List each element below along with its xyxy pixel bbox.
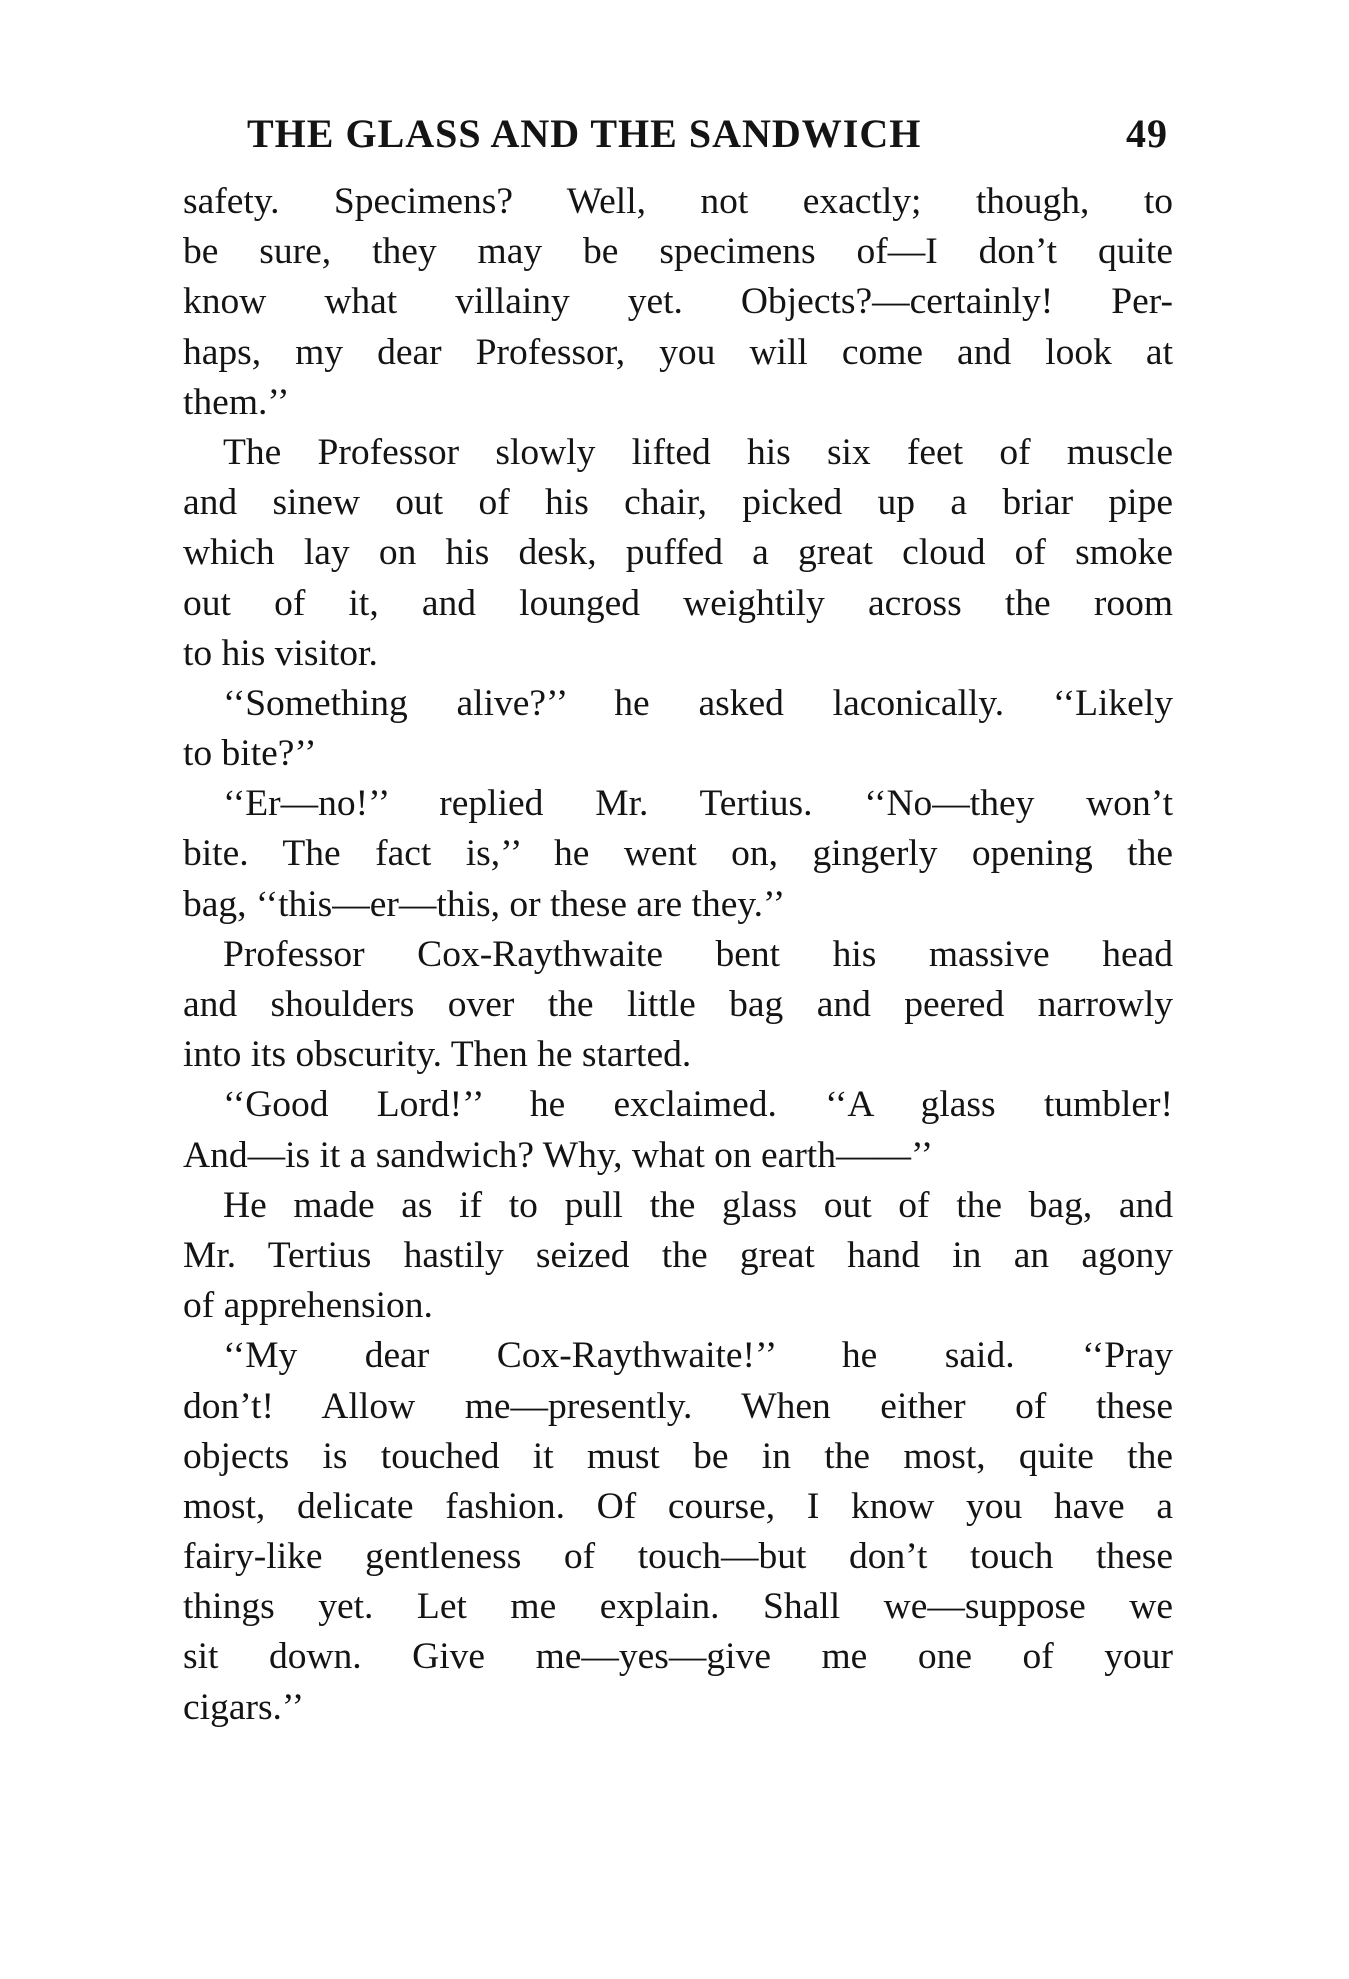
text-line: ‘‘Good Lord!’’ he exclaimed. ‘‘A glass tumbler! — [223, 1084, 1173, 1126]
text-line: sit down. Give me—yes—give me one of your — [183, 1636, 1173, 1678]
paragraph — [183, 930, 1173, 1081]
text-line: into its obscurity. Then he started. — [183, 1034, 692, 1076]
text-line: to his visitor. — [183, 632, 378, 674]
text-line: bag, ‘‘this—er—this, or these are they.’’ — [183, 883, 786, 925]
running-header — [180, 104, 1180, 164]
text-line: know what villainy yet. Objects?—certainly! Per- — [183, 281, 1173, 323]
paragraph — [183, 428, 1173, 679]
paragraph — [183, 1181, 1173, 1332]
text-line: ‘‘Something alive?’’ he asked laconically. ‘‘Likely — [223, 682, 1173, 724]
running-title: THE GLASS AND THE SANDWICH — [247, 111, 922, 156]
text-line: be sure, they may be specimens of—I don’t quite — [183, 231, 1173, 273]
paragraph — [183, 779, 1173, 930]
text-line: to bite?’’ — [183, 733, 317, 775]
paragraph — [183, 1331, 1173, 1733]
text-line: Professor Cox-Raythwaite bent his massive head — [223, 933, 1173, 975]
text-line: He made as if to pull the glass out of the bag, and — [223, 1184, 1173, 1226]
text-line: which lay on his desk, puffed a great cloud of smoke — [183, 532, 1173, 574]
text-line: cigars.’’ — [183, 1686, 305, 1728]
text-line: things yet. Let me explain. Shall we—suppose we — [183, 1586, 1173, 1628]
text-line: The Professor slowly lifted his six feet of muscle — [223, 431, 1173, 473]
text-line: ‘‘My dear Cox-Raythwaite!’’ he said. ‘‘Pray — [223, 1335, 1173, 1377]
text-line: ‘‘Er—no!’’ replied Mr. Tertius. ‘‘No—they won’t — [223, 783, 1173, 825]
text-line: don’t! Allow me—presently. When either of these — [183, 1385, 1173, 1427]
text-line: and sinew out of his chair, picked up a briar pipe — [183, 482, 1173, 524]
body-text — [183, 177, 1173, 1733]
text-line: most, delicate fashion. Of course, I know you have a — [183, 1485, 1173, 1527]
text-line: them.’’ — [183, 381, 290, 423]
paragraph — [183, 679, 1173, 779]
text-line: and shoulders over the little bag and peered narrowly — [183, 984, 1173, 1025]
text-line: bite. The fact is,’’ he went on, gingerly opening the — [183, 833, 1173, 875]
text-line: And—is it a sandwich? Why, what on earth——’’ — [183, 1134, 934, 1176]
text-line: fairy-like gentleness of touch—but don’t touch these — [183, 1536, 1173, 1578]
paragraph — [183, 1080, 1173, 1180]
text-line: haps, my dear Professor, you will come and look at — [183, 331, 1173, 373]
paragraph — [183, 177, 1173, 428]
text-line: safety. Specimens? Well, not exactly; though, to — [183, 181, 1173, 222]
text-line: objects is touched it must be in the most, quite the — [183, 1435, 1173, 1477]
text-line: Mr. Tertius hastily seized the great hand in an agony — [183, 1234, 1173, 1276]
text-line: of apprehension. — [183, 1285, 433, 1327]
text-line: out of it, and lounged weightily across the room — [183, 582, 1173, 624]
page-number: 49 — [1126, 111, 1168, 156]
